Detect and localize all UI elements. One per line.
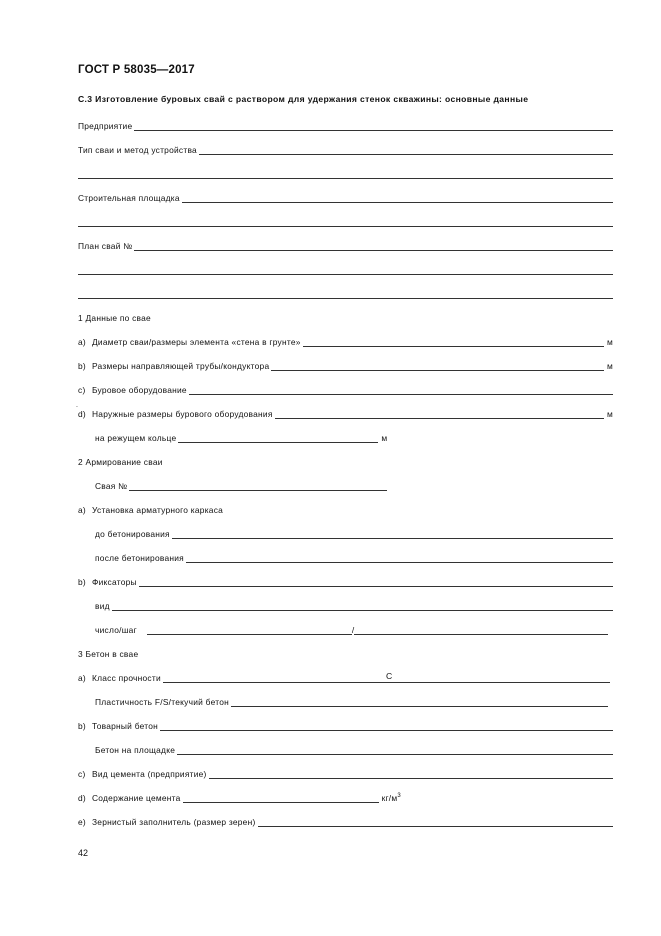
plan-label: План свай №: [78, 241, 133, 251]
unit-label: м: [606, 361, 613, 371]
cement-content-field[interactable]: [183, 792, 379, 803]
pile-no-field[interactable]: [129, 480, 387, 491]
ready-mix-row: [78, 717, 613, 731]
cement-content-unit: $кг/м^3$: [381, 793, 401, 803]
blank-row: [78, 165, 613, 179]
item-letter: e): [78, 817, 86, 827]
aggregate-label: Зернистый заполнитель (размер зерен): [92, 817, 256, 827]
spacer-step-field[interactable]: [351, 624, 608, 635]
spacer-count-label: число/шаг: [95, 625, 137, 635]
pile-no-row: [95, 477, 387, 491]
onsite-concrete-row: [95, 741, 613, 755]
spacer-kind-field[interactable]: [112, 600, 613, 611]
item-letter: a): [78, 673, 86, 683]
section-title: С.3 Изготовление буровых свай с раствором для удержания стенок скважины: основные данные: [78, 94, 529, 104]
cage-install-row: [78, 501, 613, 515]
before-concreting-label: до бетонирования: [95, 529, 170, 539]
strength-class-row: [78, 669, 610, 683]
guide-tube-field[interactable]: [271, 360, 604, 371]
spacers-label: Фиксаторы: [92, 577, 137, 587]
item-letter: b): [78, 721, 86, 731]
cage-install-label: Установка арматурного каркаса: [92, 505, 224, 515]
before-concreting-field[interactable]: [172, 528, 613, 539]
cutting-ring-label: на режущем кольце: [95, 433, 177, 443]
standard-header: ГОСТ Р 58035—2017: [78, 64, 195, 76]
outer-dimensions-row: [78, 405, 613, 419]
cement-type-field[interactable]: [209, 768, 613, 779]
aggregate-row: [78, 813, 613, 827]
outer-dimensions-field[interactable]: [275, 408, 604, 419]
enterprise-label: Предприятие: [78, 121, 133, 131]
site-label: Строительная площадка: [78, 193, 180, 203]
pile-type-label: Тип сваи и метод устройства: [78, 145, 197, 155]
after-concreting-row: [95, 549, 613, 563]
blank-row: [78, 213, 613, 227]
plan-row: [78, 237, 613, 251]
spacer-kind-row: [95, 597, 613, 611]
site-field[interactable]: [182, 192, 613, 203]
pile-type-field-continued[interactable]: [78, 168, 613, 179]
pile-type-field[interactable]: [199, 144, 613, 155]
item-letter: c): [78, 769, 86, 779]
spacers-field[interactable]: [139, 576, 613, 587]
unit-label: м: [381, 433, 388, 443]
concrete-heading: 3 Бетон в свае: [78, 649, 139, 659]
item-letter: a): [78, 505, 86, 515]
plan-field[interactable]: [134, 240, 613, 251]
item-letter: c): [78, 385, 86, 395]
enterprise-field[interactable]: [134, 120, 613, 131]
spacers-row: [78, 573, 613, 587]
strength-class-label: Класс прочности: [92, 673, 161, 683]
site-row: [78, 189, 613, 203]
onsite-concrete-field[interactable]: [177, 744, 613, 755]
reinforcement-heading: 2 Армирование сваи: [78, 457, 163, 467]
onsite-concrete-label: Бетон на площадке: [95, 745, 176, 755]
cement-type-row: [78, 765, 613, 779]
plasticity-row: [95, 693, 608, 707]
stray-dot: .: [76, 402, 78, 409]
item-letter: b): [78, 577, 86, 587]
pile-diameter-label: Диаметр сваи/размеры элемента «стена в грунте»: [92, 337, 301, 347]
drilling-equipment-label: Буровое оборудование: [92, 385, 187, 395]
unit-label: м: [606, 409, 613, 419]
pile-data-heading-row: [78, 309, 613, 323]
drilling-equipment-row: [78, 381, 613, 395]
item-letter: d): [78, 409, 86, 419]
blank-row: [78, 285, 613, 299]
cement-type-label: Вид цемента (предприятие): [92, 769, 207, 779]
after-concreting-label: после бетонирования: [95, 553, 184, 563]
aggregate-field[interactable]: [258, 816, 613, 827]
drilling-equipment-field[interactable]: [189, 384, 613, 395]
site-field-continued[interactable]: [78, 216, 613, 227]
slash-separator: /: [351, 625, 355, 635]
cutting-ring-field[interactable]: [178, 432, 378, 443]
spacer-count-field[interactable]: [147, 624, 352, 635]
pile-data-heading: 1 Данные по свае: [78, 313, 151, 323]
item-letter: b): [78, 361, 86, 371]
pile-type-row: [78, 141, 613, 155]
guide-tube-label: Размеры направляющей трубы/кондуктора: [92, 361, 270, 371]
ready-mix-label: Товарный бетон: [92, 721, 159, 731]
plasticity-field[interactable]: [231, 696, 608, 707]
spacer-kind-label: вид: [95, 601, 110, 611]
enterprise-row: [78, 117, 613, 131]
cutting-ring-row: [95, 429, 387, 443]
strength-class-c-mark: C: [386, 671, 393, 681]
page-number: 42: [78, 848, 89, 858]
pile-no-label: Свая №: [95, 481, 128, 491]
strength-class-field[interactable]: [163, 672, 610, 683]
before-concreting-row: [95, 525, 613, 539]
pile-diameter-field[interactable]: [303, 336, 604, 347]
guide-tube-row: [78, 357, 613, 371]
spacer-count-row: [95, 621, 608, 635]
concrete-heading-row: [78, 645, 613, 659]
ready-mix-field[interactable]: [160, 720, 613, 731]
blank-row: [78, 261, 613, 275]
item-letter: a): [78, 337, 86, 347]
item-letter: d): [78, 793, 86, 803]
cement-content-label: Содержание цемента: [92, 793, 181, 803]
reinforcement-heading-row: [78, 453, 613, 467]
cement-content-row: [78, 789, 401, 803]
pile-diameter-row: [78, 333, 613, 347]
outer-dimensions-label: Наружные размеры бурового оборудования: [92, 409, 273, 419]
plan-field-continued[interactable]: [78, 264, 613, 275]
plan-field-continued[interactable]: [78, 288, 613, 299]
plasticity-label: Пластичность F/S/текучий бетон: [95, 697, 229, 707]
unit-label: м: [606, 337, 613, 347]
after-concreting-field[interactable]: [186, 552, 613, 563]
